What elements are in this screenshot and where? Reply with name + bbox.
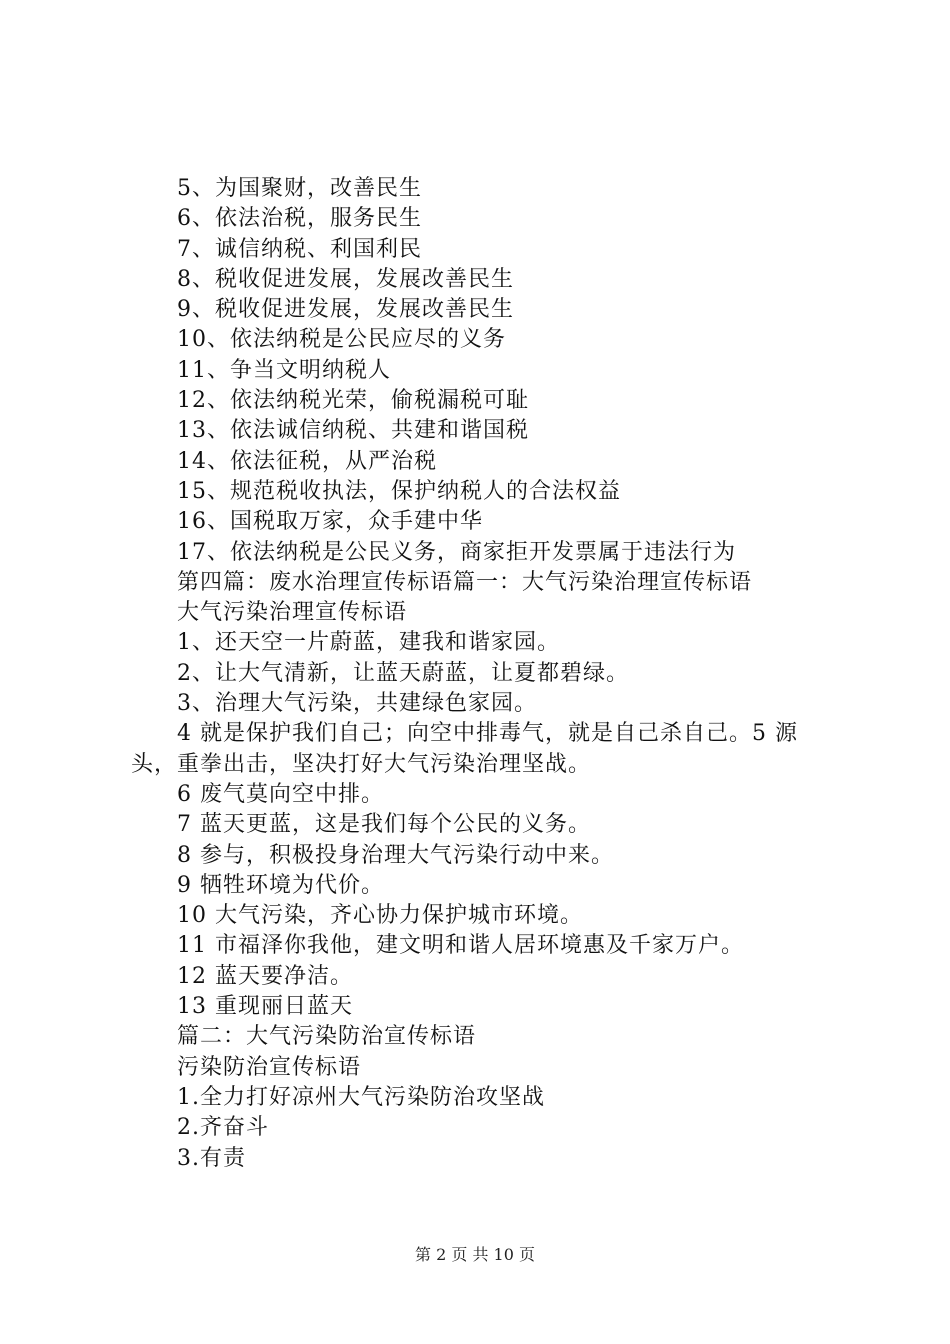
- text-paragraph: 4 就是保护我们自己；向空中排毒气，就是自己杀自己。5 源头，重拳出击，坚决打好大气污染治理坚战。: [131, 721, 798, 777]
- text-line: 2、让大气清新，让蓝天蔚蓝，让夏都碧绿。: [177, 660, 629, 686]
- text-line: 17、依法纳税是公民义务，商家拒开发票属于违法行为: [177, 539, 736, 565]
- text-line: 10、依法纳税是公民应尽的义务: [177, 327, 506, 353]
- text-line: 3、治理大气污染，共建绿色家园。: [177, 691, 537, 717]
- text-line: 15、规范税收执法，保护纳税人的合法权益: [177, 478, 621, 504]
- text-line: 14、依法征税，从严治税: [177, 448, 437, 474]
- section-heading: 第四篇：废水治理宣传标语篇一：大气污染治理宣传标语: [177, 569, 753, 595]
- page-footer: 第 2 页 共 10 页: [415, 1245, 535, 1264]
- text-line: 16、国税取万家，众手建中华: [177, 509, 483, 535]
- text-line: 9 牺牲环境为代价。: [177, 872, 384, 898]
- text-line: 11 市福泽你我他，建文明和谐人居环境惠及千家万户。: [177, 933, 744, 959]
- text-line: 1、还天空一片蔚蓝，建我和谐家园。: [177, 630, 560, 656]
- section-subheading: 污染防治宣传标语: [177, 1054, 362, 1080]
- text-line: 8、税收促进发展，发展改善民生: [177, 266, 514, 292]
- text-line: 7、诚信纳税、利国利民: [177, 236, 422, 262]
- document-body: [131, 174, 831, 1174]
- text-line: 7 蓝天更蓝，这是我们每个公民的义务。: [177, 812, 591, 838]
- section-subheading: 大气污染治理宣传标语: [177, 600, 408, 626]
- text-line: 6 废气莫向空中排。: [177, 781, 384, 807]
- text-line: 1.全力打好凉州大气污染防治攻坚战: [177, 1084, 545, 1110]
- text-line: 13 重现丽日蓝天: [177, 994, 353, 1020]
- text-line: 8 参与，积极投身治理大气污染行动中来。: [177, 842, 614, 868]
- text-line: 12、依法纳税光荣，偷税漏税可耻: [177, 388, 529, 414]
- text-line: 9、税收促进发展，发展改善民生: [177, 297, 514, 323]
- text-line: 5、为国聚财，改善民生: [177, 176, 422, 201]
- text-line: 11、争当文明纳税人: [177, 357, 391, 383]
- section-heading: 篇二：大气污染防治宣传标语: [177, 1024, 477, 1050]
- text-line: 12 蓝天要净洁。: [177, 963, 353, 989]
- text-line: 2.齐奋斗: [177, 1115, 269, 1141]
- text-line: 10 大气污染，齐心协力保护城市环境。: [177, 903, 583, 929]
- text-line: 3.有责: [177, 1145, 246, 1171]
- text-line: 13、依法诚信纳税、共建和谐国税: [177, 418, 529, 444]
- text-line: 6、依法治税，服务民生: [177, 206, 422, 232]
